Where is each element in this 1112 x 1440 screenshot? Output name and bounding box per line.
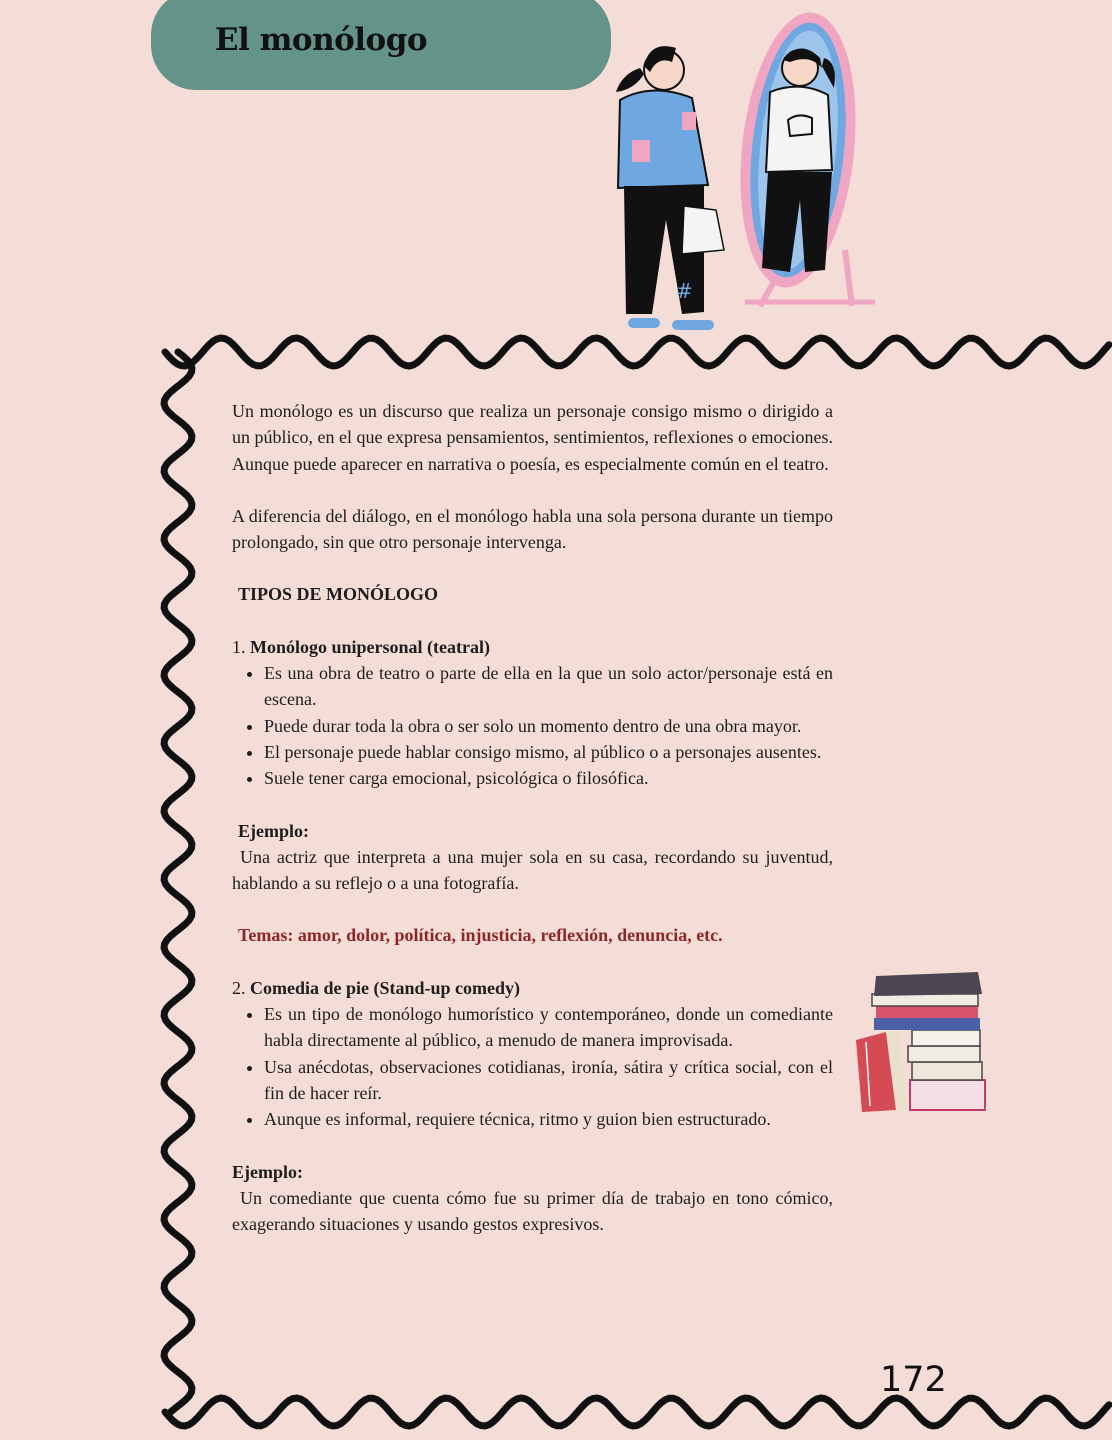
type1-title: Monólogo unipersonal (teatral)	[250, 636, 490, 657]
type1-example-label: Ejemplo:	[238, 820, 309, 841]
types-heading: TIPOS DE MONÓLOGO	[238, 584, 439, 605]
intro-paragraph-1: Un monólogo es un discurso que realiza un personaje consigo mismo o dirigido a un público, en el que expresa pensamientos, sentimientos, reflexiones o emociones. Aunque puede aparecer en narrativa o poesía, es especialmente común en el teatro.	[232, 401, 833, 474]
list-item: • El personaje puede hablar consigo mismo, al público o a personajes ausentes.	[264, 739, 833, 765]
list-item: • Aunque es informal, requiere técnica, ritmo y guion bien estructurado.	[264, 1106, 833, 1132]
list-item: • Es un tipo de monólogo humorístico y contemporáneo, donde un comediante habla directamente al público, a menudo de manera improvisada.	[264, 1001, 833, 1054]
type2-example-text: Un comediante que cuenta cómo fue su primer día de trabajo en tono cómico, exagerando situaciones y usando gestos expresivos.	[232, 1187, 833, 1235]
type2-heading	[232, 975, 833, 1001]
type2-example-label: Ejemplo:	[232, 1161, 303, 1182]
list-item: • Suele tener carga emocional, psicológica o filosófica.	[264, 765, 833, 791]
list-item: • Usa anécdotas, observaciones cotidianas, ironía, sátira y crítica social, con el fin de hacer reír.	[264, 1054, 833, 1107]
main-content	[232, 398, 833, 1237]
page-number: 172	[880, 1360, 947, 1400]
type1-number: 1.	[232, 636, 246, 657]
book-stack-illustration	[850, 970, 990, 1115]
intro-paragraph-2: A diferencia del diálogo, en el monólogo habla una sola persona durante un tiempo prolongado, sin que otro personaje intervenga.	[232, 505, 833, 553]
type1-bullet-list	[232, 660, 833, 791]
type2-number: 2.	[232, 977, 246, 998]
list-item: • Puede durar toda la obra o ser solo un momento dentro de una obra mayor.	[264, 713, 833, 739]
type1-themes: Temas: amor, dolor, política, injusticia, reflexión, denuncia, etc.	[238, 925, 723, 946]
type2-bullet-list	[232, 1001, 833, 1132]
type1-heading	[232, 634, 833, 660]
type2-title: Comedia de pie (Stand-up comedy)	[250, 977, 521, 998]
list-item: • Es una obra de teatro o parte de ella en la que un solo actor/personaje está en escena.	[264, 660, 833, 713]
page-title: El monólogo	[214, 22, 428, 58]
svg-text:#: #	[676, 279, 693, 303]
type1-example-text: Una actriz que interpreta a una mujer sola en su casa, recordando su juventud, hablando a su reflejo o a una fotografía.	[232, 846, 833, 894]
